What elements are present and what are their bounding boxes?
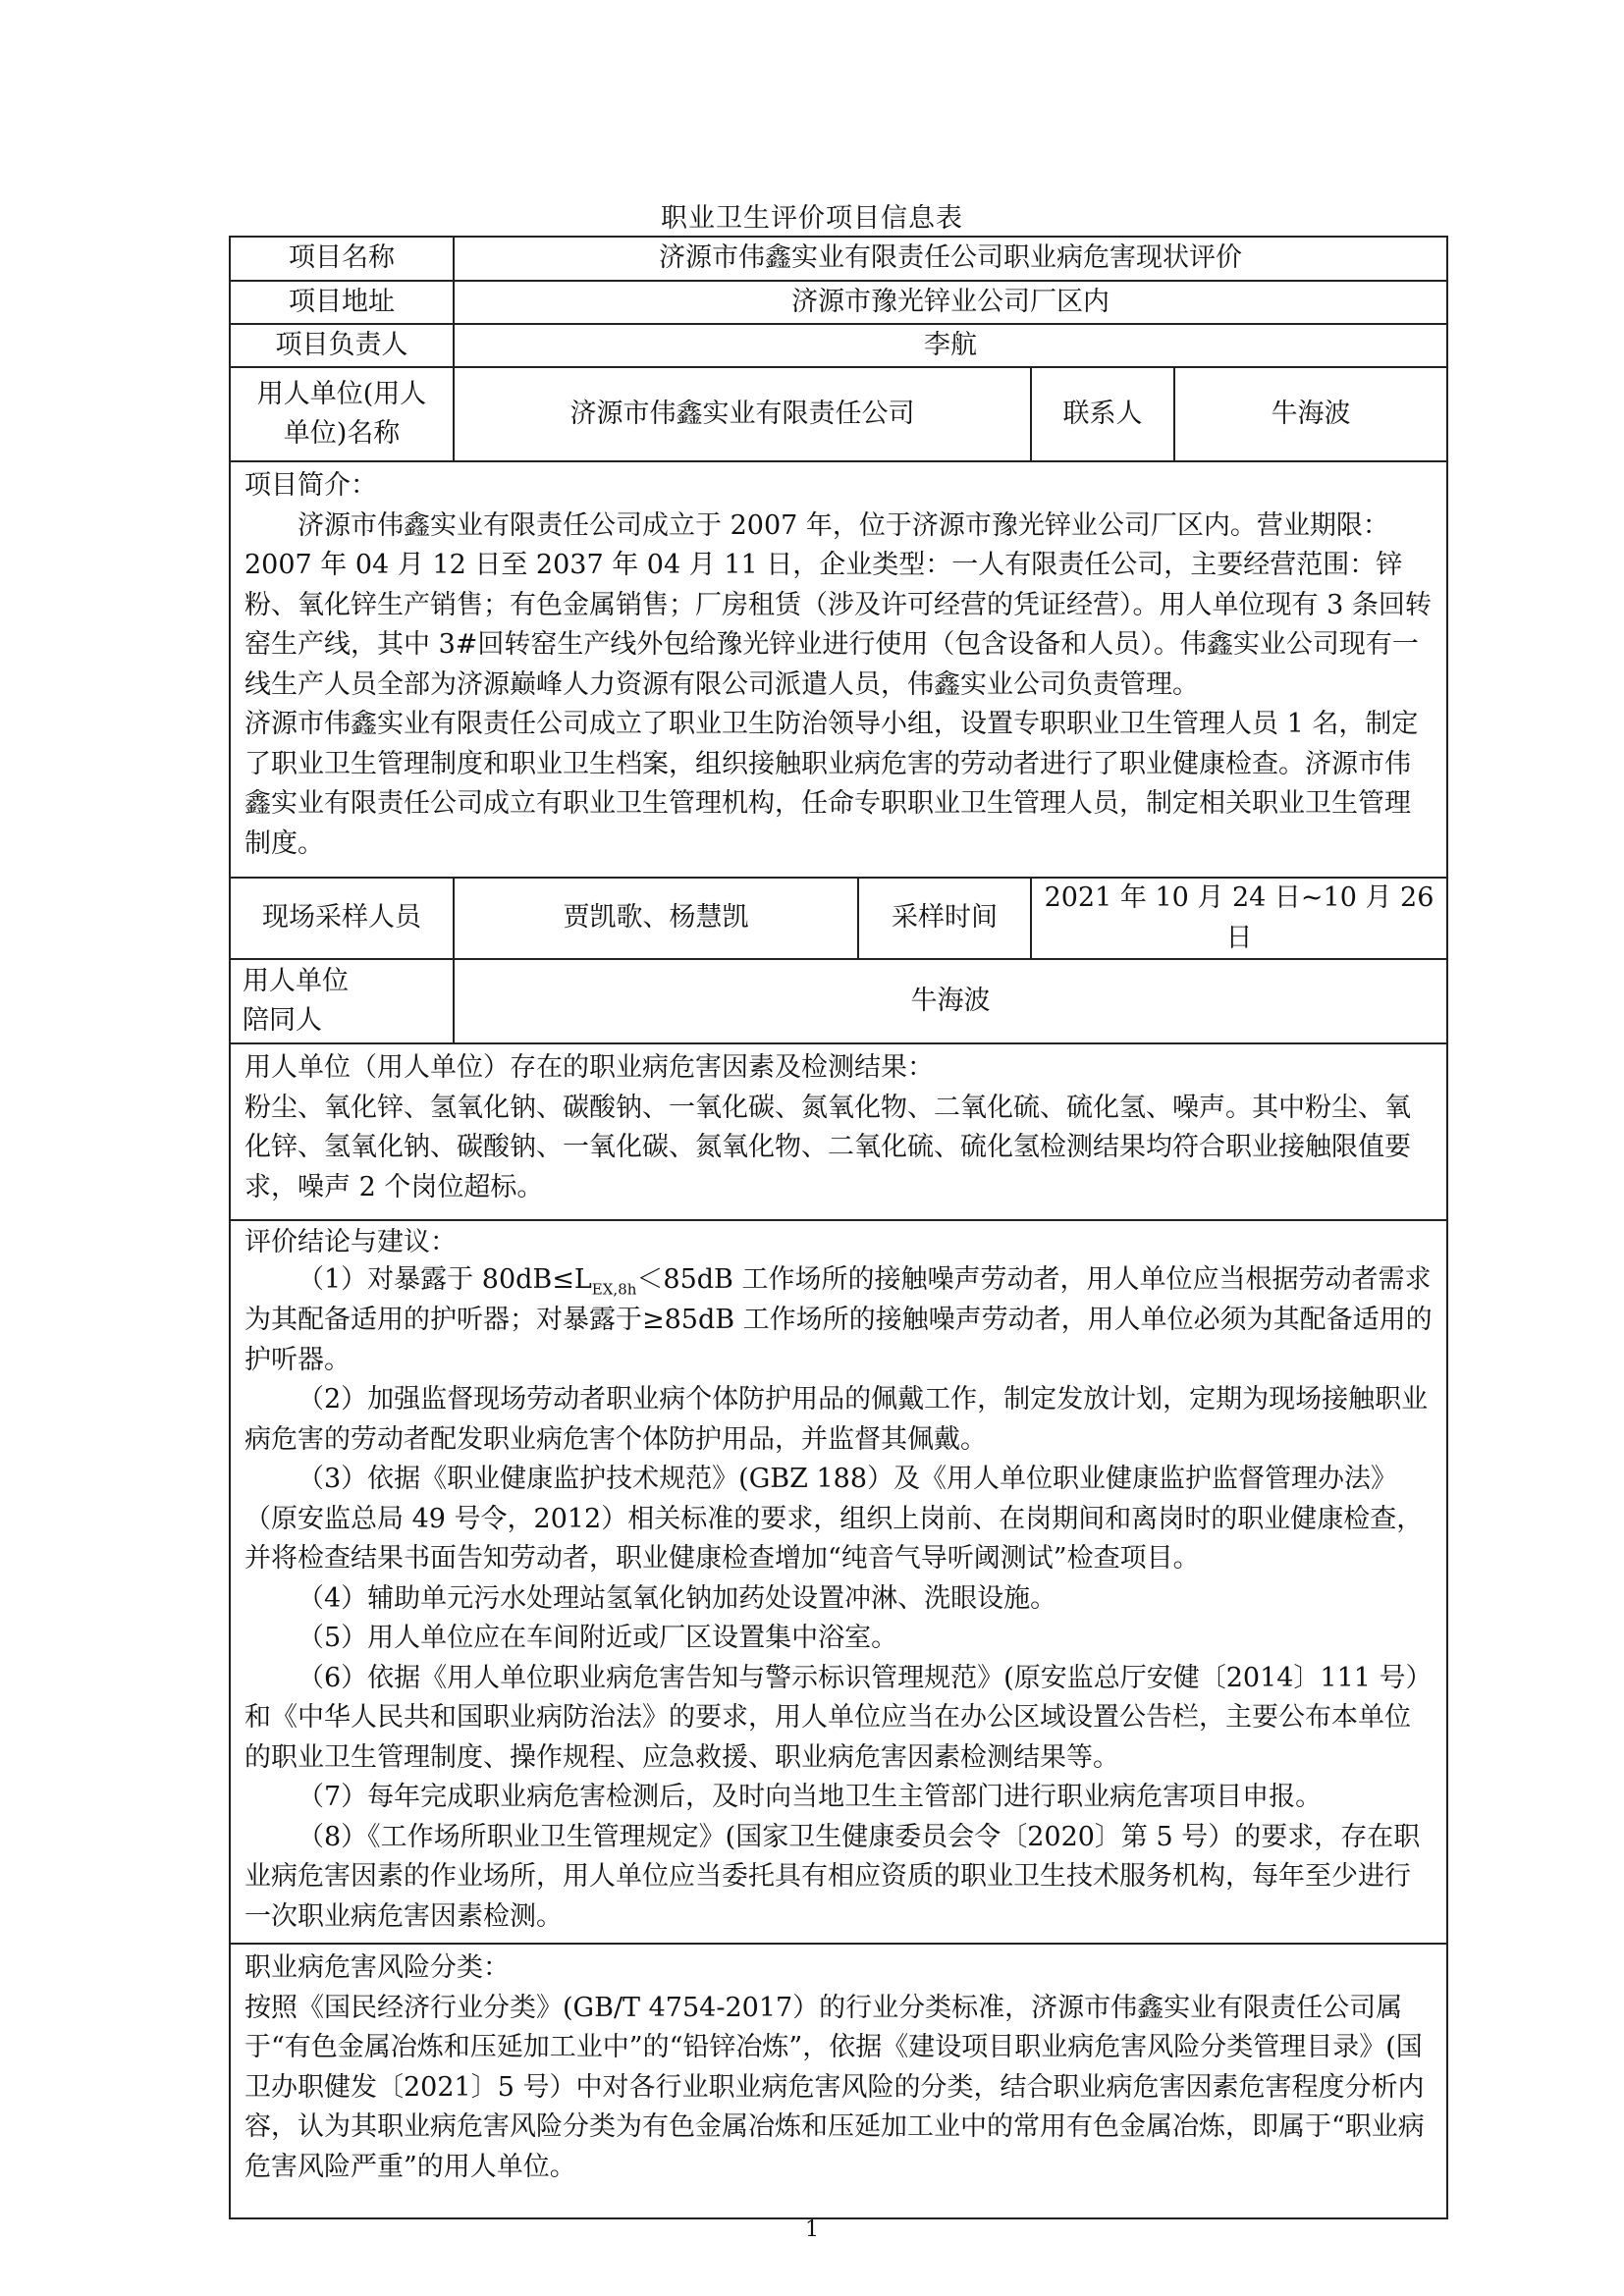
- conclusion-heading: 评价结论与建议：: [244, 1227, 457, 1257]
- row-project-leader: [230, 324, 1447, 367]
- conclusion-item-1: [244, 1260, 1433, 1380]
- risk-cell: [230, 1944, 1447, 2218]
- sampling-time-label: 采样时间: [858, 878, 1031, 959]
- employer-label: [230, 367, 454, 461]
- row-project-address: [230, 281, 1447, 324]
- accompany-label: [230, 959, 454, 1043]
- info-table: [229, 236, 1448, 2219]
- conclusion-item-2: （2）加强监督现场劳动者职业病个体防护用品的佩戴工作，制定发放计划，定期为现场接触职业病危害的劳动者配发职业病危害个体防护用品，并监督其佩戴。: [244, 1384, 1429, 1455]
- accompany-label-line2: 陪同人: [243, 1005, 322, 1036]
- sampling-staff-value: 贾凯歌、杨慧凯: [454, 878, 858, 959]
- intro-paragraph-2: 济源市伟鑫实业有限责任公司成立了职业卫生防治领导小组，设置专职职业卫生管理人员 1 名，制定了职业卫生管理制度和职业卫生档案，组织接触职业病危害的劳动者进行了职业健康检查。济源市伟鑫实业有限责任公司成立有职业卫生管理机构，任命专职职业卫生管理人员，制定相关职业卫生管理制度。: [244, 709, 1419, 859]
- hazards-text: 粉尘、氧化锌、氢氧化钠、碳酸钠、一氧化碳、氮氧化物、二氧化硫、硫化氢、噪声。其中粉尘、氧化锌、氢氧化钠、碳酸钠、一氧化碳、氮氧化物、二氧化硫、硫化氢检测结果均符合职业接触限值要求，噪声 2 个岗位超标。: [244, 1092, 1411, 1202]
- contact-value: 牛海波: [1174, 367, 1447, 461]
- intro-cell: [230, 461, 1447, 878]
- sampling-time-value: 2021 年 10 月 24 日~10 月 26 日: [1031, 878, 1447, 959]
- project-name-label: 项目名称: [230, 237, 454, 281]
- page-number: 1: [805, 2217, 819, 2242]
- employer-value: 济源市伟鑫实业有限责任公司: [454, 367, 1031, 461]
- document-title: 职业卫生评价项目信息表: [661, 203, 963, 234]
- conclusion-item-1-pre: （1）对暴露于 80dB≤L: [298, 1264, 592, 1296]
- accompany-value: 牛海波: [454, 959, 1447, 1043]
- row-employer: [230, 367, 1447, 461]
- conclusion-item-3: （3）依据《职业健康监护技术规范》(GBZ 188）及《用人单位职业健康监护监督管理办法》（原安监总局 49 号令，2012）相关标准的要求，组织上岗前、在岗期间和离岗时的职业健康检查，并将检查结果书面告知劳动者，职业健康检查增加“纯音气导听阈测试”检查项目。: [244, 1464, 1424, 1575]
- conclusion-item-5: （5）用人单位应在车间附近或厂区设置集中浴室。: [298, 1623, 898, 1654]
- row-intro: [230, 461, 1447, 878]
- accompany-label-line1: 用人单位: [243, 965, 349, 996]
- project-address-label: 项目地址: [230, 281, 454, 324]
- risk-heading: 职业病危害风险分类：: [244, 1952, 510, 1984]
- row-hazards: [230, 1043, 1447, 1220]
- project-leader-label: 项目负责人: [230, 324, 454, 367]
- row-accompany: [230, 959, 1447, 1043]
- intro-heading: 项目简介：: [244, 470, 377, 501]
- row-project-name: [230, 237, 1447, 281]
- conclusion-item-1-sub: EX,8h: [591, 1280, 637, 1299]
- row-conclusion: [230, 1220, 1447, 1944]
- intro-paragraph-1: 济源市伟鑫实业有限责任公司成立于 2007 年，位于济源市豫光锌业公司厂区内。营业期限：2007 年 04 月 12 日至 2037 年 04 月 11 日，企业类型：一人有限责任公司，主要经营范围：锌粉、氧化锌生产销售；有色金属销售；厂房租赁（涉及许可经营的凭证经营）。用人单位现有 3 条回转窑生产线，其中 3#回转窑生产线外包给豫光锌业进行使用（包含设备和人员）。伟鑫实业公司现有一线生产人员全部为济源巅峰人力资源有限公司派遣人员，伟鑫实业公司负责管理。: [244, 509, 1432, 700]
- row-sampling: [230, 878, 1447, 959]
- project-leader-value: 李航: [454, 324, 1447, 367]
- risk-text: 按照《国民经济行业分类》(GB/T 4754-2017）的行业分类标准，济源市伟鑫实业有限责任公司属于“有色金属冶炼和压延加工业中”的“铅锌冶炼”，依据《建设项目职业病危害风险分类管理目录》(国卫办职健发〔2021〕5 号）中对各行业职业病危害风险的分类，结合职业病危害因素危害程度分析内容，认为其职业病危害风险分类为有色金属冶炼和压延加工业中的常用有色金属冶炼，即属于“职业病危害风险严重”的用人单位。: [244, 1992, 1425, 2182]
- conclusion-item-1-post: ＜85dB 工作场所的接触噪声劳动者，用人单位应当根据劳动者需求为其配备适用的护听器；对暴露于≥85dB 工作场所的接触噪声劳动者，用人单位必须为其配备适用的护听器。: [244, 1264, 1433, 1375]
- employer-label-line1: 用人单位(用人: [256, 378, 427, 409]
- sampling-staff-label: 现场采样人员: [230, 878, 454, 959]
- row-risk: [230, 1944, 1447, 2218]
- project-address-value: 济源市豫光锌业公司厂区内: [454, 281, 1447, 324]
- project-name-value: 济源市伟鑫实业有限责任公司职业病危害现状评价: [454, 237, 1447, 281]
- conclusion-cell: [230, 1220, 1447, 1944]
- hazards-cell: [230, 1043, 1447, 1220]
- contact-label: 联系人: [1031, 367, 1174, 461]
- conclusion-item-8: （8）《工作场所职业卫生管理规定》(国家卫生健康委员会令〔2020〕第 5 号）的要求，存在职业病危害因素的作业场所，用人单位应当委托具有相应资质的职业卫生技术服务机构，每年至少进行一次职业病危害因素检测。: [244, 1821, 1421, 1932]
- conclusion-item-6: （6）依据《用人单位职业病危害告知与警示标识管理规范》(原安监总厅安健〔2014〕111 号）和《中华人民共和国职业病防治法》的要求，用人单位应当在办公区域设置公告栏，主要公布本单位的职业卫生管理制度、操作规程、应急救援、职业病危害因素检测结果等。: [244, 1662, 1433, 1773]
- conclusion-item-4: （4）辅助单元污水处理站氢氧化钠加药处设置冲淋、洗眼设施。: [298, 1582, 1057, 1614]
- employer-label-line2: 单位)名称: [283, 418, 401, 449]
- conclusion-item-7: （7）每年完成职业病危害检测后，及时向当地卫生主管部门进行职业病危害项目申报。: [298, 1782, 1323, 1813]
- hazards-heading: 用人单位（用人单位）存在的职业病危害因素及检测结果：: [244, 1052, 934, 1083]
